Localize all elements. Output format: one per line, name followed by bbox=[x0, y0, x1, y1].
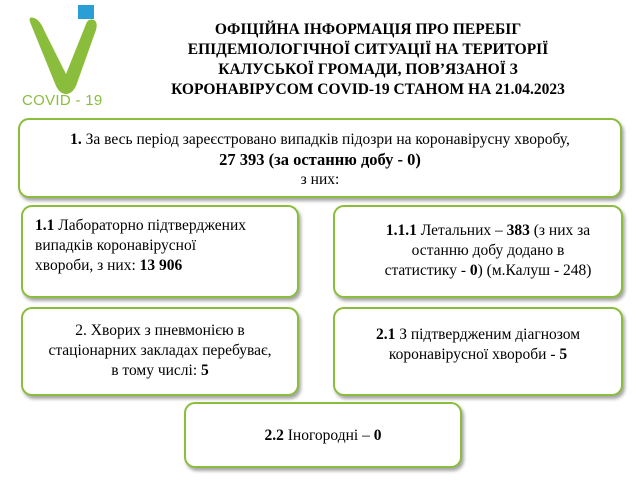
of-them-label: з них: bbox=[300, 171, 340, 188]
title-line: КАЛУСЬКОЇ ГРОМАДИ, ПОВ’ЯЗАНОЇ З bbox=[218, 61, 518, 78]
title-line: КОРОНАВІРУСОМ COVID-19 СТАНОМ НА 21.04.2023 bbox=[171, 81, 565, 98]
deaths-label: Летальних – bbox=[416, 222, 507, 239]
logo-text: COVID - 19 bbox=[22, 92, 103, 109]
nonresident-value: 0 bbox=[373, 427, 382, 444]
pneumonia-label-1: 2. Хворих з пневмонією в bbox=[75, 322, 245, 339]
suspected-cases-total: 27 393 (за останню добу - 0) bbox=[219, 150, 421, 169]
deaths-label-tail: (з них за bbox=[529, 222, 591, 239]
pneumonia-value: 5 bbox=[201, 362, 209, 379]
suspected-cases-box bbox=[18, 118, 622, 198]
deaths-label-2: останню добу додано в bbox=[411, 242, 565, 259]
confirmed-value: 13 906 bbox=[139, 257, 183, 274]
section-number: 1.1.1 bbox=[385, 222, 417, 239]
deaths-value: 383 bbox=[506, 222, 530, 239]
section-number: 1.1 bbox=[35, 217, 55, 234]
diagnosis-label-1: З підтвердженим діагнозом bbox=[395, 326, 581, 343]
page-title bbox=[118, 20, 618, 100]
deaths-box bbox=[333, 205, 623, 298]
nonresident-label: Іногородні – bbox=[283, 427, 374, 444]
confirmed-cases-box bbox=[21, 205, 299, 298]
diagnosis-label-2: коронавірусної хвороби - bbox=[388, 346, 560, 363]
section-number: 2.1 bbox=[375, 326, 396, 343]
confirmed-label-1: Лабораторно підтверджених bbox=[54, 217, 247, 234]
pneumonia-label-2: стаціонарних закладах перебуває, bbox=[48, 342, 272, 359]
pneumonia-label-3: в тому числі: bbox=[111, 362, 202, 379]
section-number: 2.2 bbox=[264, 427, 284, 444]
confirmed-label-2: випадків коронавірусної bbox=[35, 237, 197, 254]
nonresident-box bbox=[184, 402, 462, 468]
deaths-label-3: статистику - bbox=[384, 262, 470, 279]
deaths-kalush: ) (м.Калуш - 248) bbox=[477, 262, 592, 279]
section-number: 1. bbox=[70, 131, 82, 148]
deaths-day-value: 0 bbox=[469, 262, 478, 279]
v-check-icon bbox=[14, 4, 122, 96]
diagnosis-value: 5 bbox=[559, 346, 568, 363]
confirmed-diagnosis-box bbox=[333, 307, 623, 396]
title-line: ОФІЦІЙНА ІНФОРМАЦІЯ ПРО ПЕРЕБІГ bbox=[214, 21, 522, 38]
suspected-cases-label: За весь період зареєстровано випадків підозри на коронавірусну хворобу, bbox=[81, 131, 570, 148]
pneumonia-box bbox=[21, 307, 299, 396]
title-line: ЕПІДЕМІОЛОГІЧНОЇ СИТУАЦІЇ НА ТЕРИТОРІЇ bbox=[187, 41, 549, 58]
confirmed-label-3: хвороби, з них: bbox=[35, 257, 140, 274]
